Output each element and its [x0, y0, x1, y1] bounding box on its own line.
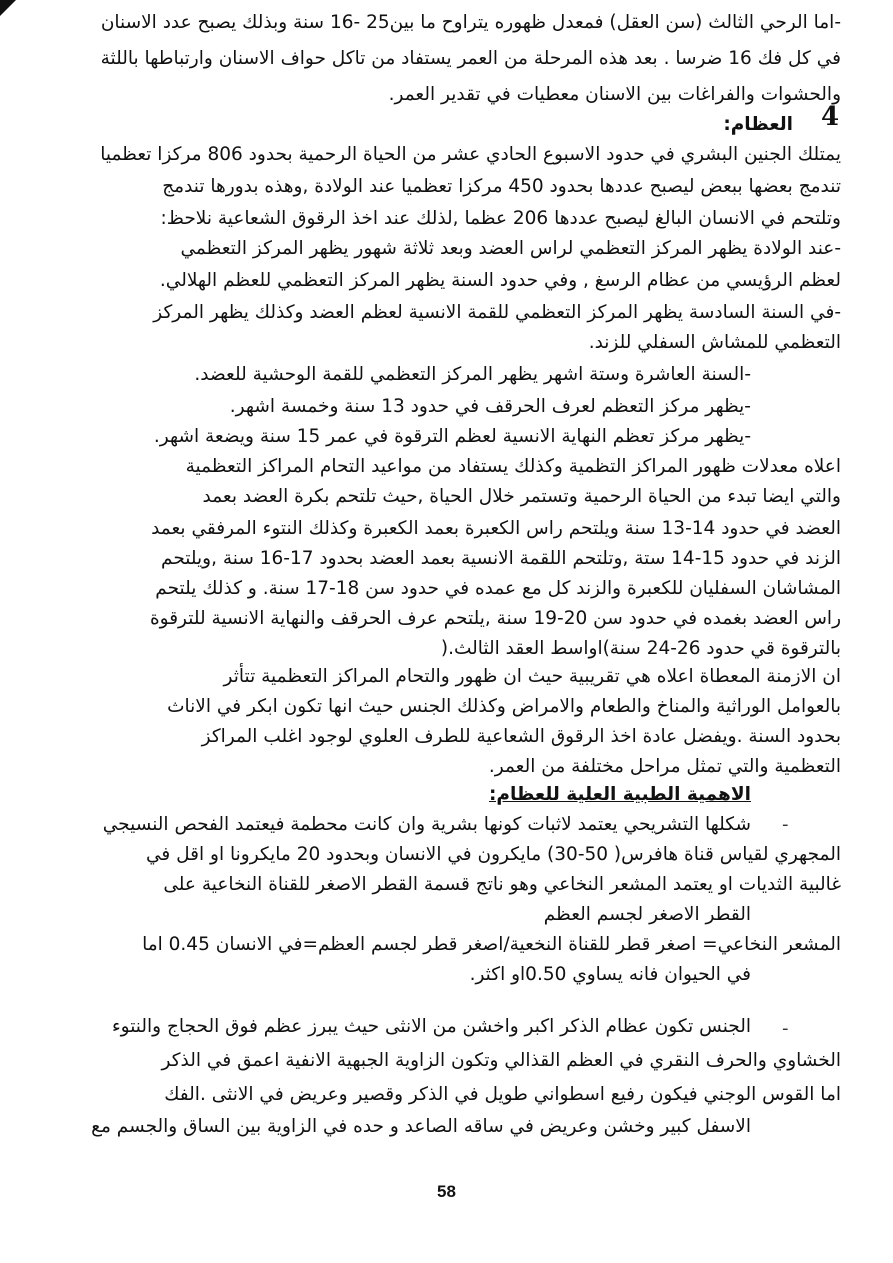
page-number: 58	[437, 1182, 456, 1201]
text-line: في الحيوان فانه يساوي 0.50او اكثر.	[469, 964, 751, 985]
text-line: بحدود السنة .ويفضل عادة اخذ الرقوق الشعاعية للطرف العلوي لوجود اغلب المراكز	[201, 726, 841, 747]
text-line: -في السنة السادسة يظهر المركز التعظمي للقمة الانسية لعظم العضد وكذلك يظهر المركز	[153, 302, 841, 323]
text-line: المشعر النخاعي= اصغر قطر للقناة النخعية/اصغر قطر لجسم العظم=في الانسان 0.45 اما	[142, 934, 841, 955]
list-dash: -	[782, 814, 789, 835]
text-line: في كل فك 16 ضرسا . بعد هذه المرحلة من العمر يستفاد من تاكل حواف الاسنان وارتباطها باللثة	[100, 48, 841, 69]
text-line: الزند في حدود 15-14 ستة ,وتلتحم اللقمة الانسية بعمد العضد بحدود 17-16 سنة ,ويلتحم	[161, 548, 841, 569]
text-line: الاسفل كبير وخشن وعريض في ساقه الصاعد و حده في الزاوية بين الساق والجسم مع	[91, 1116, 751, 1137]
text-line: وتلتحم في الانسان البالغ ليصبح عددها 206 عظما ,لذلك عند اخذ الرقوق الشعاعية نلاحظ:	[160, 208, 841, 229]
text-line: الخشاوي والحرف النقري في العظم القذالي وتكون الزاوية الجبهية الانفية اعمق في الذكر	[161, 1050, 841, 1071]
text-line: الجنس تكون عظام الذكر اكبر واخشن من الانثى حيث يبرز عظم فوق الحجاج والنتوء	[111, 1016, 751, 1037]
text-line: اما القوس الوجني فيكون رفيع اسطواني طويل في الذكر وقصير وعريض في الانثى .الفك	[164, 1084, 841, 1105]
text-line: العضد في حدود 14-13 سنة ويلتحم راس الكعبرة بعمد الكعبرة وكذلك النتوء المرفقي بعمد	[151, 518, 841, 539]
text-line: راس العضد بغمده في حدود سن 20-19 سنة ,يلتحم عرف الحرقف والنهاية الانسية للترقوة	[149, 608, 841, 629]
text-line: -السنة العاشرة وستة اشهر يظهر المركز التعظمي للقمة الوحشية للعضد.	[194, 364, 751, 385]
text-line: التعظمية والتي تمثل مراحل مختلفة من العمر.	[488, 756, 841, 777]
section-heading-importance: الاهمية الطبية العلية للعظام:	[489, 784, 751, 805]
text-line: بالعوامل الوراثية والمناخ والطعام والامراض وكذلك الجنس حيث انها تكون ابكر في الاناث	[167, 696, 841, 717]
text-line: التعظمي للمشاش السفلي للزند.	[588, 332, 841, 353]
text-line: والتي ايضا تبدء من الحياة الرحمية وتستمر خلال الحياة ,حيث تلتحم بكرة العضد بعمد	[202, 486, 841, 507]
text-line: المجهري لقياس قناة هافرس( 50-30) مايكرون في الانسان وبحدود 20 مايكرونا او اقل في	[146, 844, 841, 865]
section-heading-bones: العظام:	[723, 114, 793, 135]
handwritten-number: 4	[821, 102, 840, 132]
text-line: ان الازمنة المعطاة اعلاه هي تقريبية حيث ان ظهور والتحام المراكز التعظمية تتأثر	[223, 666, 841, 687]
text-line: شكلها التشريحي يعتمد لاثبات كونها بشرية وان كانت محطمة فيعتمد الفحص النسيجي	[102, 814, 751, 835]
text-line: القطر الاصغر لجسم العظم	[543, 904, 751, 925]
text-line: المشاشان السفليان للكعبرة والزند كل مع عمده في حدود سن 18-17 سنة. و كذلك يلتحم	[155, 578, 841, 599]
text-line: يمتلك الجنين البشري في حدود الاسبوع الحادي عشر من الحياة الرحمية بحدود 806 مركزا تعظميا	[100, 144, 841, 165]
text-line: تندمج بعضها ببعض ليصبح عددها بحدود 450 مركزا تعظميا عند الولادة ,وهذه بدورها تندمج	[162, 176, 841, 197]
text-line: والحشوات والفراغات بين الاسنان معطيات في تقدير العمر.	[388, 84, 841, 105]
corner-mark	[0, 0, 16, 16]
text-line: لعظم الرؤيسي من عظام الرسغ , وفي حدود السنة يظهر المركز التعظمي للعظم الهلالي.	[159, 270, 841, 291]
text-line: غالبية الثديات او يعتمد المشعر النخاعي وهو ناتج قسمة القطر الاصغر للقناة النخاعية على	[163, 874, 841, 895]
list-dash: -	[782, 1018, 789, 1039]
text-line: اعلاه معدلات ظهور المراكز التظمية وكذلك يستفاد من مواعيد التحام المراكز التعظمية	[185, 456, 841, 477]
text-line: -اما الرحي الثالث (سن العقل) فمعدل ظهوره يتراوح ما بين25 -16 سنة وبذلك يصبح عدد الاسنان	[100, 12, 841, 33]
text-line: -يظهر مركز التعظم لعرف الحرقف في حدود 13 سنة وخمسة اشهر.	[229, 396, 751, 417]
text-line: بالترقوة قي حدود 26-24 سنة)اواسط العقد الثالث.(	[440, 638, 841, 659]
text-line: -عند الولادة يظهر المركز التعظمي لراس العضد وبعد ثلاثة شهور يظهر المركز التعظمي	[180, 238, 841, 259]
text-line: -يظهر مركز تعظم النهاية الانسية لعظم الترقوة في عمر 15 سنة ويضعة اشهر.	[153, 426, 751, 447]
